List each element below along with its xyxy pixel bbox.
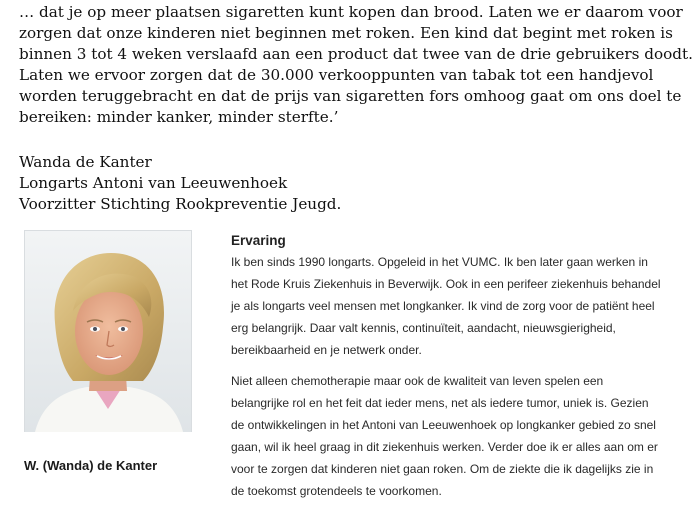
intro-line: zorgen dat onze kinderen niet beginnen met roken. Een kind dat begint met roken is — [19, 24, 673, 42]
intro-line: … dat je op meer plaatsen sigaretten kunt kopen dan brood. Laten we er daarom voor — [19, 3, 683, 21]
section-title: Ervaring — [231, 233, 286, 248]
signature-role: Longarts Antoni van Leeuwenhoek — [19, 174, 288, 192]
signature-chair: Voorzitter Stichting Rookpreventie Jeugd. — [19, 195, 342, 213]
paragraph-line: Niet alleen chemotherapie maar ook de kwaliteit van leven spelen een — [231, 374, 604, 388]
paragraph-line: je als longarts veel mensen met longkanker. Ik vind de zorg voor de patiënt heel — [231, 299, 655, 313]
paragraph-line: de toekomst grotendeels te voorkomen. — [231, 484, 442, 498]
paragraph-line: gaan, wil ik heel graag in dit ziekenhuis werken. Verder doe ik er alles aan om er — [231, 440, 658, 454]
paragraph-line: belangrijke rol en het feit dat ieder mens, net als iedere tumor, uniek is. Gezien — [231, 396, 649, 410]
signature-name: Wanda de Kanter — [19, 153, 152, 171]
paragraph-line: Ik ben sinds 1990 longarts. Opgeleid in het VUMC. Ik ben later gaan werken in — [231, 255, 648, 269]
paragraph-line: voor te zorgen dat kinderen niet gaan roken. Om de ziekte die ik dagelijks zie in — [231, 462, 654, 476]
portrait-illustration — [25, 231, 191, 432]
paragraph-line: het Rode Kruis Ziekenhuis in Beverwijk. Ook in een perifeer ziekenhuis behandel — [231, 277, 661, 291]
photo-caption: W. (Wanda) de Kanter — [24, 458, 158, 473]
intro-line: worden teruggebracht en dat de prijs van sigaretten fors omhoog gaat om ons doel te — [19, 87, 682, 105]
intro-line: Laten we ervoor zorgen dat de 30.000 verkooppunten van tabak tot een handjevol — [19, 66, 654, 84]
signature-block — [19, 152, 341, 215]
paragraph-line: erg belangrijk. Daar valt kennis, continuïteit, aandacht, nieuwsgierigheid, — [231, 321, 616, 335]
portrait-photo — [24, 230, 192, 432]
paragraph-line: de ontwikkelingen in het Antoni van Leeuwenhoek op longkanker gebied zo snel — [231, 418, 656, 432]
intro-line: binnen 3 tot 4 weken verslaafd aan een product dat twee van de drie gebruikers doodt. — [19, 45, 693, 63]
intro-line: bereiken: minder kanker, minder sterfte.’ — [19, 108, 339, 126]
paragraph-line: bereikbaarheid en je netwerk onder. — [231, 343, 422, 357]
intro-quote — [19, 2, 699, 128]
experience-paragraph-2 — [231, 370, 700, 502]
experience-paragraph-1 — [231, 251, 700, 361]
